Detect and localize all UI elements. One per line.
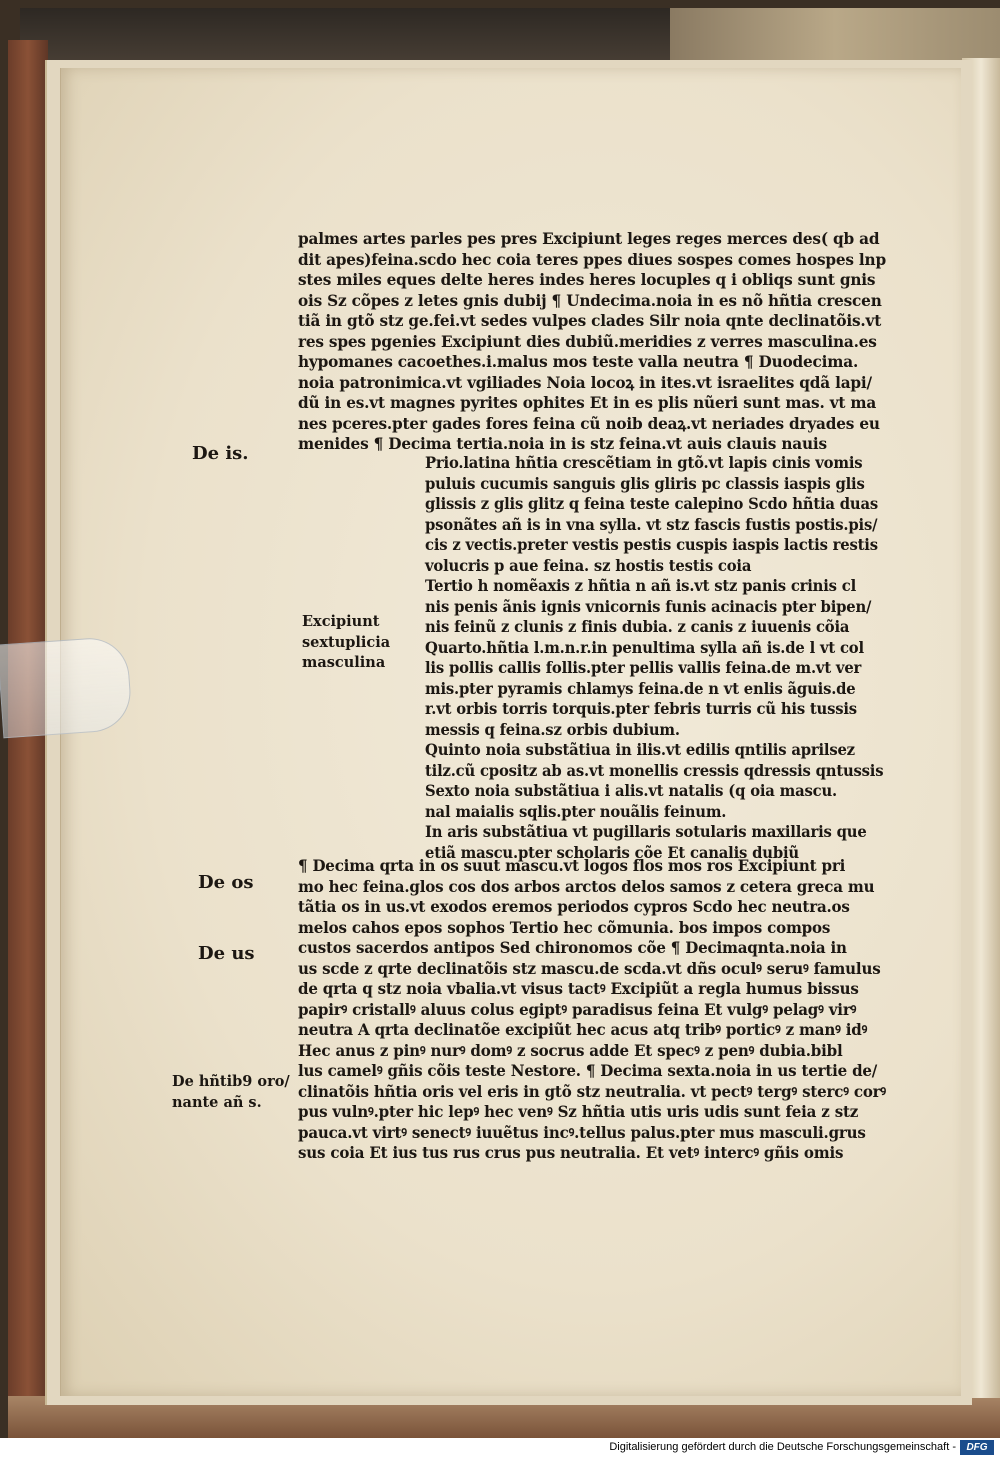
bookmark-tab: [0, 636, 133, 739]
bottom-text-block: [298, 856, 886, 1164]
margin-heading-de-is: De is.: [192, 443, 249, 464]
text-line: Tertio h nomẽaxis z hñtia n añ is.vt stz panis crinis cl: [425, 576, 857, 595]
text-line: noia patronimica.vt vgiliades Noia locoꝝ in ites.vt israelites qdã lapi/: [298, 372, 872, 392]
text-line: nis penis ãnis ignis vnicornis funis acinacis pter bipen/: [425, 596, 872, 616]
text-line: nis feinũ z clunis z finis dubia. z canis z iuuenis cõia: [425, 617, 850, 636]
text-line: us scde z qrte declinatõis stz mascu.de scda.vt dñs oculꝰ seruꝰ famulus: [298, 958, 881, 978]
text-line: pus vulnꝰ.pter hic lepꝰ hec venꝰ Sz hñtia utis uris udis sunt feia z stz: [298, 1102, 859, 1121]
text-line: Quinto noia substãtiua in ilis.vt edilis qntilis aprilsez: [425, 740, 855, 759]
margin-note-nouns: [172, 1072, 290, 1113]
text-line: In aris substãtiua vt pugillaris sotularis maxillaris que: [425, 822, 867, 841]
text-line: papirꝰ cristallꝰ aluus colus egiptꝰ paradisus feina Et vulgꝰ pelagꝰ virꝰ: [298, 999, 857, 1019]
dfg-logo: DFG: [960, 1440, 994, 1455]
text-line: etiã mascu.pter scholaris cõe Et canalis dubiũ: [425, 842, 799, 862]
text-line: lus camelꝰ gñis cõis teste Nestore. ¶ Decima sexta.noia in us tertie de/: [298, 1061, 878, 1080]
text-line: tiã in gtõ stz ge.fei.vt sedes vulpes clades Silr noia qnte declinatõis.vt: [298, 311, 882, 330]
text-line: dũ in es.vt magnes pyrites ophites Et in es plis nũeri sunt mas. vt ma: [298, 393, 877, 412]
margin-heading-de-us: De us: [198, 943, 255, 964]
text-line: pauca.vt virtꝰ senectꝰ iuuẽtus incꝰ.tellus palus.pter mus masculi.grus: [298, 1122, 866, 1142]
book-cover-edge: [670, 8, 1000, 62]
text-line: nal maialis sqlis.pter nouãlis feinum.: [425, 801, 727, 821]
margin-line: sextuplicia: [302, 633, 391, 651]
text-line: psonãtes añ is in vna sylla. vt stz fascis fustis postis.pis/: [425, 514, 878, 534]
text-line: puluis cucumis sanguis glis gliris pc classis iaspis glis: [425, 473, 865, 493]
margin-line: Excipiunt: [302, 613, 380, 630]
text-line: menides ¶ Decima tertia.noia in is stz feina.vt auis clauis nauis: [298, 434, 827, 453]
text-line: lis pollis callis follis.pter pellis vallis feina.de m.vt ver: [425, 658, 862, 677]
text-line: Hec anus z pinꝰ nurꝰ domꝰ z socrus adde Et specꝰ z penꝰ dubia.bibl: [298, 1040, 843, 1060]
text-line: glissis z glis glitz q feina teste calepino Scdo hñtia duas: [425, 494, 879, 513]
text-line: hypomanes cacoethes.i.malus mos teste valla neutra ¶ Duodecima.: [298, 352, 859, 371]
text-line: sus coia Et ius tus rus crus pus neutralia. Et vetꝰ intercꝰ gñis omis: [298, 1143, 844, 1162]
text-line: res spes pgenies Excipiunt dies dubiũ.meridies z verres masculina.es: [298, 331, 877, 351]
text-line: Sexto noia substãtiua i alis.vt natalis (q oia mascu.: [425, 781, 837, 800]
text-line: tilz.cũ cpositz ab as.vt monellis cressis qdressis qntussis: [425, 760, 884, 780]
text-line: nes pceres.pter gades fores feina cũ noib deaꝝ.vt neriades dryades eu: [298, 413, 880, 433]
text-line: cis z vectis.preter vestis pestis cuspis iaspis lactis restis: [425, 535, 878, 554]
margin-heading-de-os: De os: [198, 872, 254, 893]
text-line: tãtia os in us.vt exodos eremos periodos cypros Scdo hec neutra.os: [298, 897, 850, 916]
text-line: ¶ Decima qrta in os suut mascu.vt logos flos mos ros Excipiunt pri: [298, 856, 846, 875]
text-line: Prio.latina hñtia crescẽtiam in gtõ.vt lapis cinis vomis: [425, 453, 863, 472]
text-line: de qrta q stz noia vbalia.vt visus tactꝰ Excipiũt a regla humus bissus: [298, 979, 859, 998]
margin-line: masculina: [302, 654, 386, 671]
margin-line: nante añ s.: [172, 1093, 262, 1111]
text-line: neutra A qrta declinatõe excipiũt hec acus atq tribꝰ porticꝰ z manꝰ idꝰ: [298, 1020, 868, 1039]
text-line: stes miles eques delte heres indes heres locuples q i obliqs sunt gnis: [298, 270, 876, 289]
text-line: Quarto.hñtia l.m.n.r.in penultima sylla añ is.de l vt col: [425, 637, 864, 657]
text-line: melos cahos epos sophos Tertio hec cõmunia. bos impos compos: [298, 917, 831, 937]
margin-note-exceptions: [302, 612, 390, 674]
text-line: messis q feina.sz orbis dubium.: [425, 719, 680, 739]
footer-bar: [0, 1438, 1000, 1458]
text-line: volucris p aue feina. sz hostis testis coia: [425, 555, 752, 575]
text-line: mo hec feina.glos cos dos arbos arctos delos samos z cetera greca mu: [298, 876, 875, 896]
text-line: clinatõis hñtia oris vel eris in gtõ stz neutralia. vt pectꝰ tergꝰ stercꝰ corꝰ: [298, 1081, 886, 1101]
margin-line: De hñtib9 oro/: [172, 1073, 290, 1090]
text-line: palmes artes parles pes pres Excipiunt leges reges merces des( qb ad: [298, 229, 880, 248]
main-text-block: [298, 229, 886, 455]
footer-credit: Digitalisierung gefördert durch die Deutsche Forschungsgemeinschaft -: [609, 1441, 956, 1453]
text-line: r.vt orbis torris torquis.pter febris turris cũ his tussis: [425, 699, 857, 718]
column-text-block: [425, 453, 883, 863]
text-line: dit apes)feina.scdo hec coia teres ppes diues sospes comes hospes lnp: [298, 249, 886, 269]
text-line: ois Sz cõpes z letes gnis dubij ¶ Undecima.noia in es nõ hñtia crescen: [298, 290, 882, 310]
text-line: mis.pter pyramis chlamys feina.de n vt enlis ãguis.de: [425, 678, 856, 698]
text-line: custos sacerdos antipos Sed chironomos cõe ¶ Decimaqnta.noia in: [298, 938, 847, 957]
